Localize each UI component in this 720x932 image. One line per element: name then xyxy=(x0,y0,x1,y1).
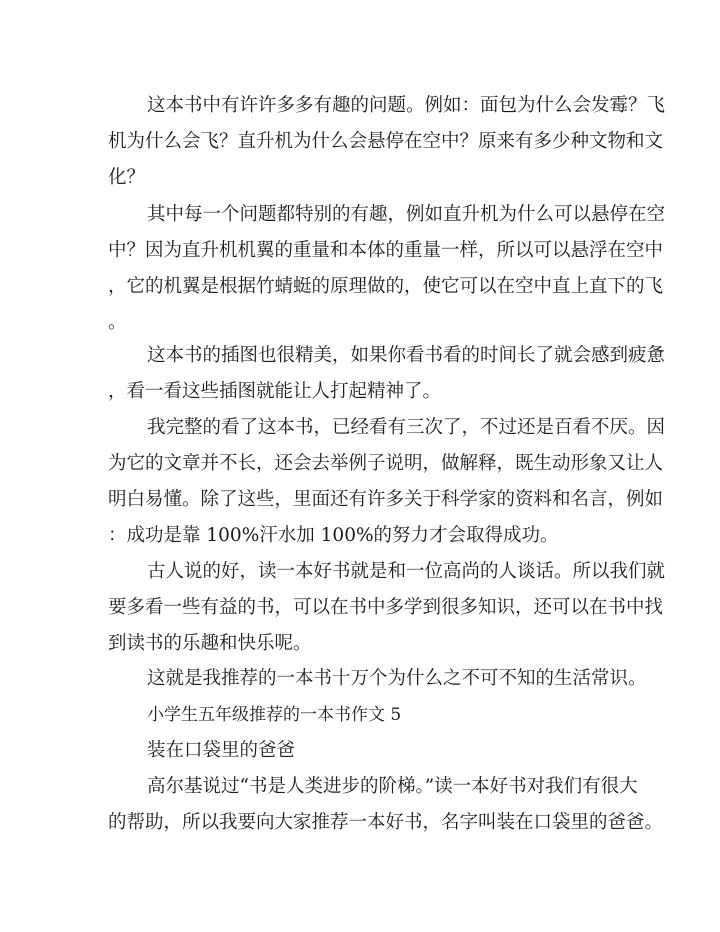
final-paragraph-line-2: 的帮助，所以我要向大家推荐一本好书，名字叫装在口袋里的爸爸。 xyxy=(108,812,664,833)
paragraph-5-line-2: 要多看一些有益的书，可以在书中多学到很多知识，还可以在书中找 xyxy=(108,597,664,618)
paragraph-2-line-3: ，它的机翼是根据竹蜻蜓的原理做的，使它可以在空中直上直下的飞 xyxy=(108,276,664,297)
paragraph-4-line-4: ：成功是靠 100%汗水加 100%的努力才会取得成功。 xyxy=(108,525,559,546)
essay-title: 装在口袋里的爸爸 xyxy=(147,740,296,761)
paragraph-2-line-2: 中？因为直升机机翼的重量和本体的重量一样，所以可以悬浮在空中 xyxy=(108,240,664,261)
paragraph-1-line-2: 机为什么会飞？直升机为什么会悬停在空中？原来有多少种文物和文 xyxy=(108,131,664,152)
paragraph-5-line-3: 到读书的乐趣和快乐呢。 xyxy=(108,633,312,654)
paragraph-4-line-1: 我完整的看了这本书，已经看有三次了，不过还是百看不厌。因 xyxy=(147,417,666,438)
paragraph-3-line-1: 这本书的插图也很精美，如果你看书看的时间长了就会感到疲惫 xyxy=(147,345,666,366)
paragraph-2-line-1: 其中每一个问题都特别的有趣，例如直升机为什么可以悬停在空 xyxy=(147,204,666,225)
paragraph-1-line-3: 化？ xyxy=(108,167,146,188)
paragraph-4-line-3: 明白易懂。除了这些，里面还有许多关于科学家的资料和名言，例如 xyxy=(108,489,664,510)
section-heading: 小学生五年级推荐的一本书作文 5 xyxy=(147,705,402,725)
paragraph-3-line-2: ，看一看这些插图就能让人打起精神了。 xyxy=(108,381,442,402)
paragraph-4-line-2: 为它的文章并不长，还会去举例子说明，做解释，既生动形象又让人 xyxy=(108,453,664,474)
final-paragraph-line-1: 高尔基说过“书是人类进步的阶梯。”读一本好书对我们有很大 xyxy=(147,776,638,797)
paragraph-2-line-4: 。 xyxy=(108,312,127,333)
paragraph-1-line-1: 这本书中有许许多多有趣的问题。例如：面包为什么会发霉？飞 xyxy=(147,95,666,116)
paragraph-6-line-1: 这就是我推荐的一本书十万个为什么之不可不知的生活常识。 xyxy=(147,668,647,689)
paragraph-5-line-1: 古人说的好，读一本好书就是和一位高尚的人谈话。所以我们就 xyxy=(147,561,666,582)
